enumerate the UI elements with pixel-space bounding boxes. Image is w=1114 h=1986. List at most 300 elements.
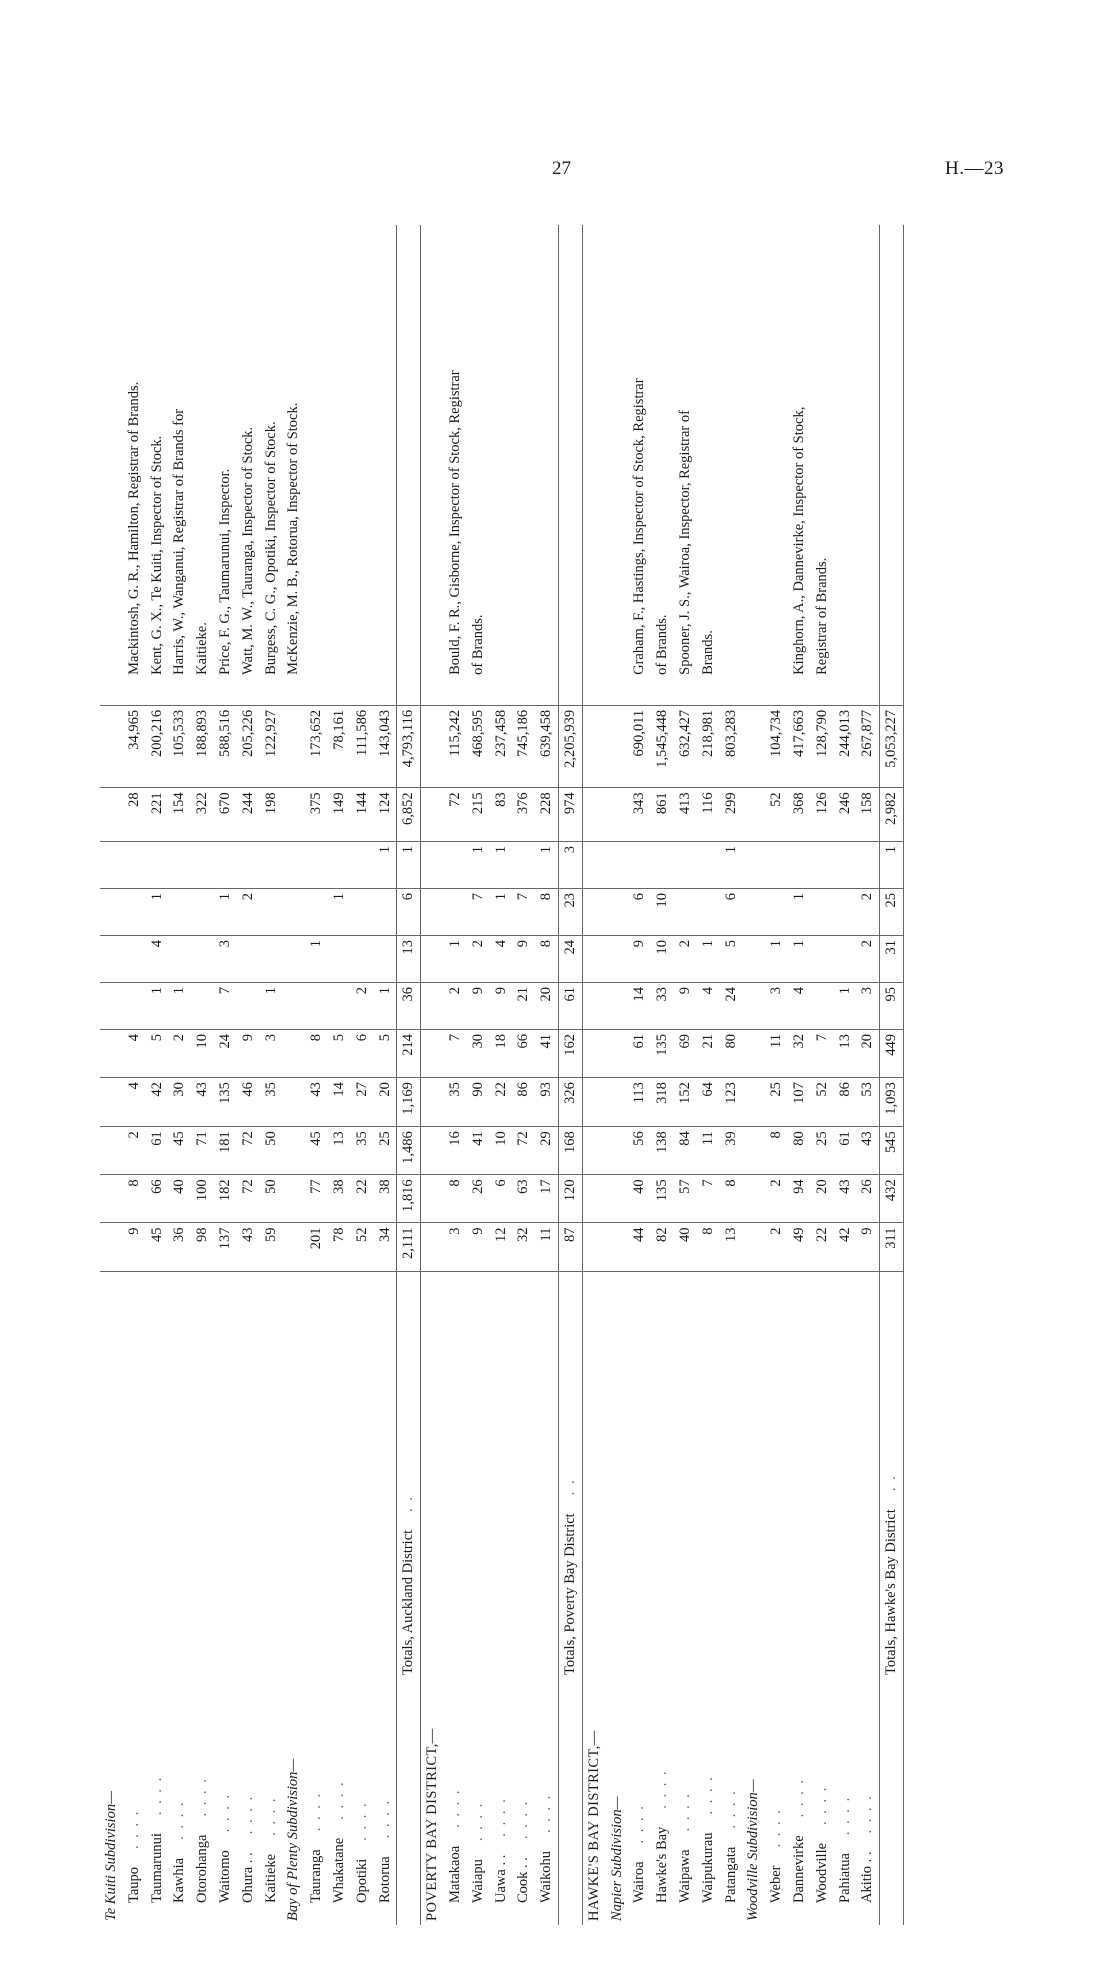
value-cell: 4: [697, 982, 720, 1029]
table-row: [788, 225, 811, 1925]
empty-cell: [421, 935, 444, 982]
officer-cell: [100, 225, 123, 705]
leader-dots: . . . .: [699, 1775, 716, 1815]
value-cell: 154: [168, 788, 191, 842]
value-cell: 322: [191, 788, 214, 842]
officer-cell: [697, 225, 720, 705]
value-cell: 8: [697, 1223, 720, 1271]
value-cell: 1: [834, 982, 857, 1029]
subdivision-heading: [742, 225, 765, 1925]
officer-cell: [582, 225, 605, 705]
table-row: [856, 225, 879, 1925]
table-row: [512, 225, 535, 1925]
value-cell: 237,458: [490, 705, 513, 787]
value-cell: 9: [467, 982, 490, 1029]
value-cell: 135: [651, 1029, 674, 1077]
value-cell: 1,169: [397, 1078, 421, 1127]
value-cell: 40: [674, 1223, 697, 1271]
value-cell: [834, 841, 857, 888]
value-cell: 43: [191, 1078, 214, 1127]
value-cell: 9: [123, 1223, 146, 1271]
empty-cell: [282, 1029, 305, 1077]
officer-cell: [490, 225, 513, 705]
officer-line: Bould, F. R., Gisborne, Inspector of Stock, Registrar: [446, 370, 463, 675]
value-cell: [856, 841, 879, 888]
value-cell: 28: [123, 788, 146, 842]
value-cell: 24: [214, 1029, 237, 1077]
value-cell: 246: [834, 788, 857, 842]
page-number: 27: [552, 158, 571, 179]
officer-cell: [421, 225, 444, 705]
district-heading: [421, 225, 444, 1925]
value-cell: 1,545,448: [651, 705, 674, 787]
empty-cell: [100, 982, 123, 1029]
value-cell: 1: [880, 841, 904, 888]
officer-line: Kaitieke.: [194, 622, 211, 675]
value-cell: 2: [123, 1127, 146, 1175]
value-cell: 1: [788, 888, 811, 935]
value-cell: 413: [674, 788, 697, 842]
value-cell: 135: [651, 1175, 674, 1223]
value-cell: 72: [444, 788, 467, 842]
value-cell: 38: [328, 1175, 351, 1223]
value-cell: 105,533: [168, 705, 191, 787]
value-cell: [765, 888, 788, 935]
value-cell: 86: [834, 1078, 857, 1127]
value-cell: 9: [237, 1029, 260, 1077]
value-cell: 5: [328, 1029, 351, 1077]
empty-cell: [582, 1223, 605, 1271]
value-cell: 50: [260, 1175, 283, 1223]
totals-row: [397, 225, 421, 1925]
value-cell: 6: [397, 888, 421, 935]
value-cell: [374, 888, 397, 935]
value-cell: [444, 888, 467, 935]
value-cell: 123: [720, 1078, 743, 1127]
officer-cell: [834, 225, 857, 705]
value-cell: 72: [237, 1127, 260, 1175]
value-cell: 8: [444, 1175, 467, 1223]
officer-cell: [674, 225, 697, 705]
value-cell: 11: [697, 1127, 720, 1175]
leader-dots: . . . .: [446, 1788, 463, 1828]
value-cell: 61: [834, 1127, 857, 1175]
leader-dots: . . . .: [859, 1794, 876, 1834]
table-row: [168, 225, 191, 1925]
value-cell: 1,816: [397, 1175, 421, 1223]
officer-cell: [168, 225, 191, 705]
value-cell: 59: [260, 1223, 283, 1271]
empty-cell: [742, 1127, 765, 1175]
value-cell: 104,734: [765, 705, 788, 787]
empty-cell: [100, 1223, 123, 1271]
value-cell: 9: [490, 982, 513, 1029]
table-row: [214, 225, 237, 1925]
value-cell: 1: [490, 841, 513, 888]
value-cell: 13: [397, 935, 421, 982]
empty-cell: [742, 705, 765, 787]
value-cell: 63: [512, 1175, 535, 1223]
value-cell: [811, 982, 834, 1029]
value-cell: 31: [880, 935, 904, 982]
value-cell: 11: [765, 1029, 788, 1077]
value-cell: 13: [328, 1127, 351, 1175]
value-cell: [444, 841, 467, 888]
value-cell: 24: [720, 982, 743, 1029]
value-cell: 30: [467, 1029, 490, 1077]
empty-cell: [421, 888, 444, 935]
value-cell: [697, 888, 720, 935]
empty-cell: [282, 1223, 305, 1271]
empty-cell: [606, 1175, 629, 1223]
value-cell: 6: [351, 1029, 374, 1077]
officer-cell: [535, 225, 558, 705]
value-cell: 326: [558, 1078, 582, 1127]
value-cell: 43: [856, 1127, 879, 1175]
empty-cell: [742, 1078, 765, 1127]
value-cell: 1: [720, 841, 743, 888]
value-cell: 10: [490, 1127, 513, 1175]
leader-dots: . . . .: [631, 1804, 648, 1844]
value-cell: 974: [558, 788, 582, 842]
value-cell: 5: [374, 1029, 397, 1077]
leader-dots: . . . .: [171, 1800, 188, 1840]
district-label: POVERTY BAY DISTRICT,—: [424, 1728, 441, 1921]
value-cell: [351, 841, 374, 888]
value-cell: 299: [720, 788, 743, 842]
empty-cell: [421, 841, 444, 888]
empty-cell: [282, 982, 305, 1029]
table-row: [328, 225, 351, 1925]
officer-cell: [856, 225, 879, 705]
value-cell: 200,216: [146, 705, 169, 787]
subdivision-label: Bay of Plenty Subdivision—: [285, 1758, 302, 1921]
district-label: HAWKE'S BAY DISTRICT,—: [585, 1730, 602, 1921]
empty-cell: [742, 888, 765, 935]
value-cell: 45: [305, 1127, 328, 1175]
officer-cell: [512, 225, 535, 705]
value-cell: 7: [512, 888, 535, 935]
table-row: [237, 225, 260, 1925]
value-cell: 43: [834, 1175, 857, 1223]
value-cell: 66: [146, 1175, 169, 1223]
empty-cell: [606, 982, 629, 1029]
value-cell: [123, 982, 146, 1029]
value-cell: 173,652: [305, 705, 328, 787]
leader-dots: . . . .: [768, 1808, 785, 1848]
totals-label: Totals, Auckland District: [400, 1529, 417, 1675]
value-cell: 32: [788, 1029, 811, 1077]
value-cell: 1: [146, 888, 169, 935]
value-cell: 115,242: [444, 705, 467, 787]
value-cell: 2: [856, 888, 879, 935]
value-cell: 1,486: [397, 1127, 421, 1175]
value-cell: [168, 935, 191, 982]
value-cell: 8: [765, 1127, 788, 1175]
value-cell: [123, 841, 146, 888]
table-row: [123, 225, 146, 1925]
value-cell: 244,013: [834, 705, 857, 787]
value-cell: 42: [834, 1223, 857, 1271]
officer-cell: [651, 225, 674, 705]
leader-dots: . . . .: [125, 1809, 142, 1849]
place-name: Akitio . .: [859, 1851, 876, 1903]
value-cell: 7: [467, 888, 490, 935]
value-cell: [811, 888, 834, 935]
leader-dots: . .: [400, 1494, 417, 1512]
value-cell: 4: [123, 1078, 146, 1127]
value-cell: 25: [765, 1078, 788, 1127]
value-cell: 56: [628, 1127, 651, 1175]
empty-cell: [100, 841, 123, 888]
officer-cell: [214, 225, 237, 705]
officer-cell: [328, 225, 351, 705]
place-name: Wairoa: [631, 1861, 648, 1903]
value-cell: 80: [720, 1029, 743, 1077]
value-cell: 40: [628, 1175, 651, 1223]
value-cell: 12: [490, 1223, 513, 1271]
empty-cell: [282, 788, 305, 842]
value-cell: 71: [191, 1127, 214, 1175]
value-cell: 20: [535, 982, 558, 1029]
value-cell: 468,595: [467, 705, 490, 787]
officer-line: Burgess, C. G., Opotiki, Inspector of Stock.: [262, 421, 279, 675]
value-cell: 9: [467, 1223, 490, 1271]
value-cell: 120: [558, 1175, 582, 1223]
value-cell: [674, 841, 697, 888]
officer-line: of Brands.: [469, 614, 486, 675]
value-cell: 545: [880, 1127, 904, 1175]
value-cell: 72: [237, 1175, 260, 1223]
value-cell: 152: [674, 1078, 697, 1127]
leader-dots: . . . .: [308, 1791, 325, 1832]
place-name: Woodville: [813, 1842, 830, 1903]
value-cell: 1: [467, 841, 490, 888]
place-name: Pahiatua: [836, 1853, 853, 1903]
empty-cell: [100, 935, 123, 982]
value-cell: 116: [697, 788, 720, 842]
place-name: Waikohu: [538, 1851, 555, 1903]
value-cell: 25: [811, 1127, 834, 1175]
value-cell: 135: [214, 1078, 237, 1127]
value-cell: 158: [856, 788, 879, 842]
value-cell: [237, 982, 260, 1029]
value-cell: 122,927: [260, 705, 283, 787]
empty-cell: [282, 705, 305, 787]
place-name: Otorohanga: [194, 1834, 211, 1903]
value-cell: 124: [374, 788, 397, 842]
table-row: [374, 225, 397, 1925]
value-cell: 10: [651, 935, 674, 982]
value-cell: 267,877: [856, 705, 879, 787]
value-cell: [123, 888, 146, 935]
value-cell: 318: [651, 1078, 674, 1127]
value-cell: 93: [535, 1078, 558, 1127]
value-cell: 29: [535, 1127, 558, 1175]
officer-cell: [558, 225, 582, 705]
empty-cell: [421, 788, 444, 842]
leader-dots: . . . .: [262, 1796, 279, 1836]
empty-cell: [606, 841, 629, 888]
value-cell: 22: [351, 1175, 374, 1223]
value-cell: 803,283: [720, 705, 743, 787]
totals-label: Totals, Hawke's Bay District: [883, 1509, 900, 1675]
value-cell: 5: [720, 935, 743, 982]
empty-cell: [606, 888, 629, 935]
leader-dots: . .: [561, 1478, 578, 1496]
value-cell: 2: [237, 888, 260, 935]
value-cell: 42: [146, 1078, 169, 1127]
rotated-stock-table: [100, 225, 1000, 1925]
leader-dots: . . . .: [515, 1799, 532, 1840]
value-cell: 14: [328, 1078, 351, 1127]
value-cell: 1: [444, 935, 467, 982]
value-cell: 1: [374, 982, 397, 1029]
value-cell: 205,226: [237, 705, 260, 787]
value-cell: 25: [880, 888, 904, 935]
value-cell: [168, 841, 191, 888]
empty-cell: [582, 1078, 605, 1127]
value-cell: 61: [146, 1127, 169, 1175]
subdivision-heading: [282, 225, 305, 1925]
subdivision-label: Te Kuiti Subdivision—: [103, 1791, 119, 1921]
value-cell: [260, 888, 283, 935]
value-cell: 45: [146, 1223, 169, 1271]
subdivision-heading: [606, 225, 629, 1925]
value-cell: [305, 888, 328, 935]
empty-cell: [742, 788, 765, 842]
value-cell: 639,458: [535, 705, 558, 787]
value-cell: 20: [374, 1078, 397, 1127]
value-cell: 64: [697, 1078, 720, 1127]
value-cell: 188,893: [191, 705, 214, 787]
empty-cell: [606, 788, 629, 842]
value-cell: 33: [651, 982, 674, 1029]
officer-cell: [305, 225, 328, 705]
value-cell: 1: [397, 841, 421, 888]
value-cell: [651, 841, 674, 888]
value-cell: 214: [397, 1029, 421, 1077]
empty-cell: [606, 705, 629, 787]
empty-cell: [742, 982, 765, 1029]
value-cell: 21: [697, 1029, 720, 1077]
place-name: Kaitieke: [262, 1853, 279, 1903]
value-cell: 6,852: [397, 788, 421, 842]
value-cell: 3: [260, 1029, 283, 1077]
place-name: Waiapu: [469, 1859, 486, 1903]
value-cell: 100: [191, 1175, 214, 1223]
value-cell: [811, 841, 834, 888]
value-cell: 49: [788, 1223, 811, 1271]
value-cell: 375: [305, 788, 328, 842]
value-cell: 20: [856, 1029, 879, 1077]
officer-line: of Brands.: [654, 614, 671, 675]
value-cell: 9: [628, 935, 651, 982]
value-cell: 80: [788, 1127, 811, 1175]
value-cell: 45: [168, 1127, 191, 1175]
value-cell: 3: [558, 841, 582, 888]
value-cell: 94: [788, 1175, 811, 1223]
value-cell: 745,186: [512, 705, 535, 787]
empty-cell: [742, 841, 765, 888]
totals-row: [880, 225, 904, 1925]
value-cell: 2: [467, 935, 490, 982]
value-cell: 78,161: [328, 705, 351, 787]
place-name: Dannevirke: [790, 1835, 807, 1903]
value-cell: 143,043: [374, 705, 397, 787]
value-cell: [834, 935, 857, 982]
table-row: [260, 225, 283, 1925]
officer-cell: [811, 225, 834, 705]
value-cell: 61: [628, 1029, 651, 1077]
value-cell: 53: [856, 1078, 879, 1127]
empty-cell: [100, 1175, 123, 1223]
empty-cell: [582, 1029, 605, 1077]
value-cell: 22: [811, 1223, 834, 1271]
place-name: Whakatane: [330, 1837, 347, 1903]
value-cell: [351, 888, 374, 935]
officer-cell: [397, 225, 421, 705]
value-cell: 244: [237, 788, 260, 842]
value-cell: 138: [651, 1127, 674, 1175]
officer-cell: [606, 225, 629, 705]
value-cell: 20: [811, 1175, 834, 1223]
value-cell: 6: [490, 1175, 513, 1223]
value-cell: [305, 982, 328, 1029]
place-name: Hawke's Bay: [654, 1826, 671, 1903]
place-name: Waipawa: [676, 1849, 693, 1903]
value-cell: 38: [374, 1175, 397, 1223]
value-cell: [765, 841, 788, 888]
value-cell: 149: [328, 788, 351, 842]
value-cell: 126: [811, 788, 834, 842]
empty-cell: [421, 705, 444, 787]
value-cell: 1: [535, 841, 558, 888]
place-name: Kawhia: [171, 1857, 188, 1903]
place-name: Uawa . .: [492, 1854, 509, 1903]
value-cell: 181: [214, 1127, 237, 1175]
value-cell: 8: [305, 1029, 328, 1077]
officer-line: Graham, F., Hastings, Inspector of Stock, Registrar: [631, 378, 648, 675]
value-cell: [237, 935, 260, 982]
value-cell: [351, 935, 374, 982]
district-heading: [582, 225, 605, 1925]
value-cell: [191, 841, 214, 888]
value-cell: 1: [788, 935, 811, 982]
value-cell: 39: [720, 1127, 743, 1175]
empty-cell: [582, 1175, 605, 1223]
leader-dots: . . . .: [469, 1801, 486, 1842]
empty-cell: [582, 705, 605, 787]
value-cell: 87: [558, 1223, 582, 1271]
value-cell: 13: [834, 1029, 857, 1077]
value-cell: 25: [374, 1127, 397, 1175]
officer-line: Mackintosh, G. R., Hamilton, Registrar of Brands.: [125, 381, 142, 675]
leader-dots: . . . .: [722, 1789, 739, 1829]
officer-line: Kinghorn, A., Dannevirke, Inspector of Stock,: [790, 406, 807, 675]
value-cell: 14: [628, 982, 651, 1029]
value-cell: 66: [512, 1029, 535, 1077]
value-cell: [146, 841, 169, 888]
value-cell: 35: [351, 1127, 374, 1175]
value-cell: 43: [305, 1078, 328, 1127]
value-cell: 95: [880, 982, 904, 1029]
value-cell: [328, 982, 351, 1029]
value-cell: 3: [856, 982, 879, 1029]
value-cell: 23: [558, 888, 582, 935]
value-cell: 26: [856, 1175, 879, 1223]
leader-dots: . . . .: [376, 1798, 393, 1839]
